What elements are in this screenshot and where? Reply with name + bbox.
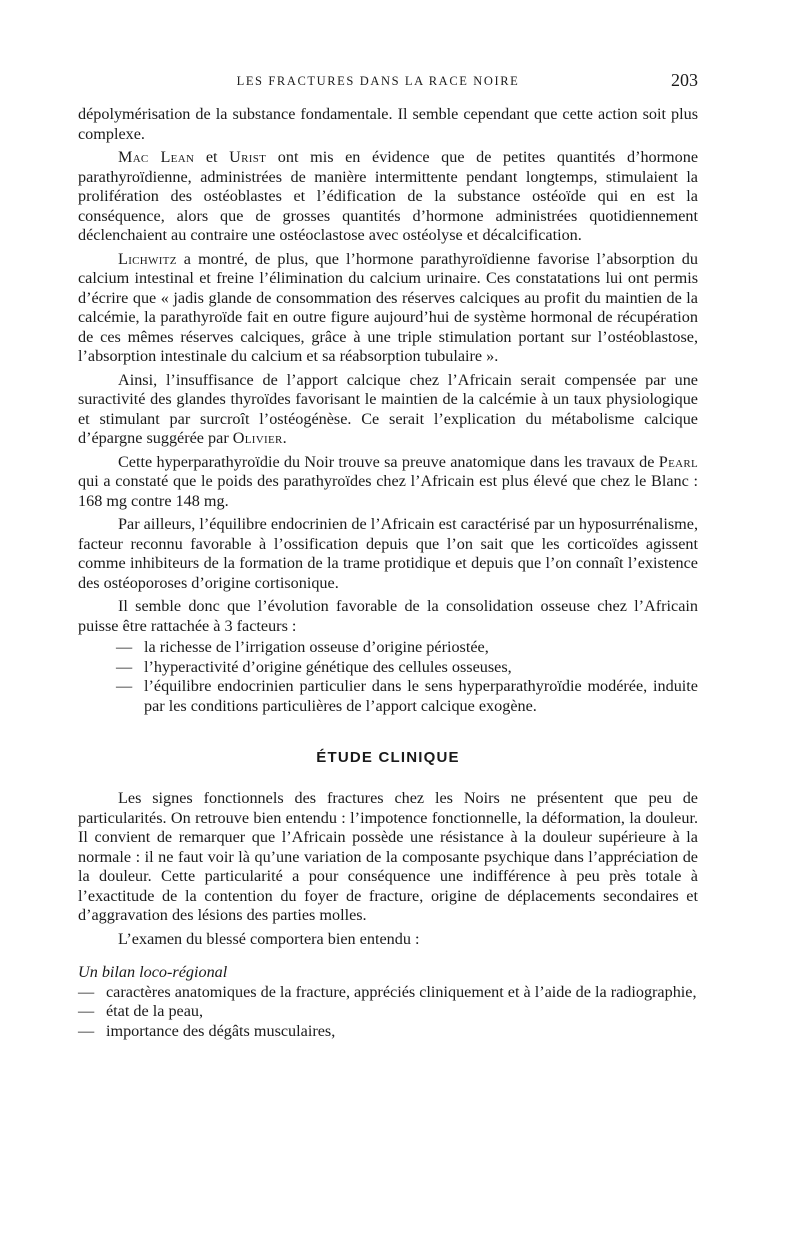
factors-list (78, 638, 698, 716)
author-name: Lichwitz (118, 249, 177, 268)
section-title: ÉTUDE CLINIQUE (316, 749, 460, 766)
body-text (78, 105, 698, 1041)
paragraph-5 (78, 453, 698, 512)
dash-mark: — (78, 1002, 95, 1020)
dash-mark: — (116, 677, 133, 695)
dash-mark: — (78, 982, 95, 1001)
dash-mark: — (78, 1021, 95, 1040)
author-name: Mac Lean (118, 148, 195, 166)
paragraph-3 (78, 250, 698, 367)
list-item: — l’hyperactivité d’origine génétique des cellules osseuses, (116, 657, 512, 676)
dash-mark: — (116, 657, 133, 676)
author-name: Urist (229, 148, 267, 166)
page-number: 203 (671, 70, 698, 90)
dash-mark: — (116, 638, 133, 656)
paragraph-2 (78, 148, 698, 246)
paragraph-end: qui a constaté que le poids des parathyroïdes chez l’Africain est plus élevé que chez le Blanc : 168 mg contre 148 mg. (78, 472, 698, 510)
paragraph-1: dépolymérisation de la substance fondamentale. Il semble cependant que cette action soit plus complexe. (78, 105, 698, 143)
author-name: Olivier (232, 429, 283, 447)
paragraph-text: Ainsi, l’insuffisance de l’apport calcique chez l’Africain serait compensée par une suractivité des glandes thyroïdes favorisant le maintien de la calcémie à un taux physiologique et stimulant par surcroît l’ostéogénèse. Ce serait l’explication du métabolisme calcique d’épargne suggérée par (78, 370, 698, 447)
paragraph-text: a montré, de plus, que l’hormone parathyroïdienne favorise l’absorption du calcium intestinal et freine l’élimination du calcium urinaire. Ces constatations lui ont permis d’écrire que « jadis glande de consommation des réserves calciques au profit du maintien de la calcémie, la parathyroïde fait en outre figure aujourd’hui de système hormonal de récupération de ces mêmes réserves calciques, grâce à une triple stimulation portant sur l’ostéoblastose, l’absorption intestinale du calcium et sa réabsorption tubulaire ». (78, 249, 698, 365)
paragraph-text: Cette hyperparathyroïdie du Noir trouve sa preuve anatomique dans les travaux de (118, 452, 659, 471)
conjunction: et (194, 148, 230, 166)
running-head (78, 70, 698, 94)
list-item: — la richesse de l’irrigation osseuse d’origine périostée, (116, 638, 489, 656)
paragraph-8: Les signes fonctionnels des fractures chez les Noirs ne présentent que peu de particularités. On retrouve bien entendu : l’impotence fonctionnelle, la déformation, la douleur. Il convient de remarquer que l’Africain possède une résistance à la douleur supérieure à la normale : il ne faut voir là qu’une variation de la composante psychique dans l’appréciation de la douleur. Cette particularité a pour conséquence une indifférence à peu près totale à l’exactitude de la contention du foyer de fracture, origine de déplacements secondaires et d’aggravation des lésions des parties molles. (78, 789, 698, 924)
subheading: Un bilan loco-régional (78, 963, 228, 981)
paragraph-6: Par ailleurs, l’équilibre endocrinien de l’Africain est caractérisé par un hyposurrénalisme, facteur reconnu favorable à l’ossification depuis que l’on sait que les corticoïdes agissent comme inhibiteurs de la formation de la trame protidique et depuis que l’on connaît l’existence des ostéoporoses d’origine cortisonique. (78, 515, 698, 592)
author-name: Pearl (658, 452, 698, 471)
bilan-list (78, 983, 698, 1042)
list-item: — importance des dégâts musculaires, (78, 1021, 336, 1040)
list-item: — caractères anatomiques de la fracture, appréciés cliniquement et à l’aide de la radiographie, (78, 982, 697, 1001)
paragraph-text: ont mis en évidence que de petites quantités d’hormone parathyroïdienne, administrées de manière intermittente pendant longtemps, stimulaient la prolifération des ostéoblastes et l’édification de la substance ostéoïde qui en est la conséquence, alors que de grosses quantités d’hormone administrées quotidiennement déclenchaient au contraire une ostéoclastose avec ostéolyse et décalcification. (78, 148, 699, 244)
paragraph-9: L’examen du blessé comportera bien entendu : (118, 929, 420, 948)
paragraph-4 (78, 371, 698, 449)
list-item: — l’équilibre endocrinien particulier dans le sens hyperparathyroïdie modérée, induite par les conditions particulières de l’apport calcique exogène. (116, 677, 698, 715)
paragraph-7: Il semble donc que l’évolution favorable de la consolidation osseuse chez l’Africain puisse être rattachée à 3 facteurs : (78, 597, 698, 635)
paragraph-end: . (282, 429, 287, 447)
list-item: — état de la peau, (78, 1002, 204, 1020)
running-title: LES FRACTURES DANS LA RACE NOIRE (236, 74, 520, 88)
